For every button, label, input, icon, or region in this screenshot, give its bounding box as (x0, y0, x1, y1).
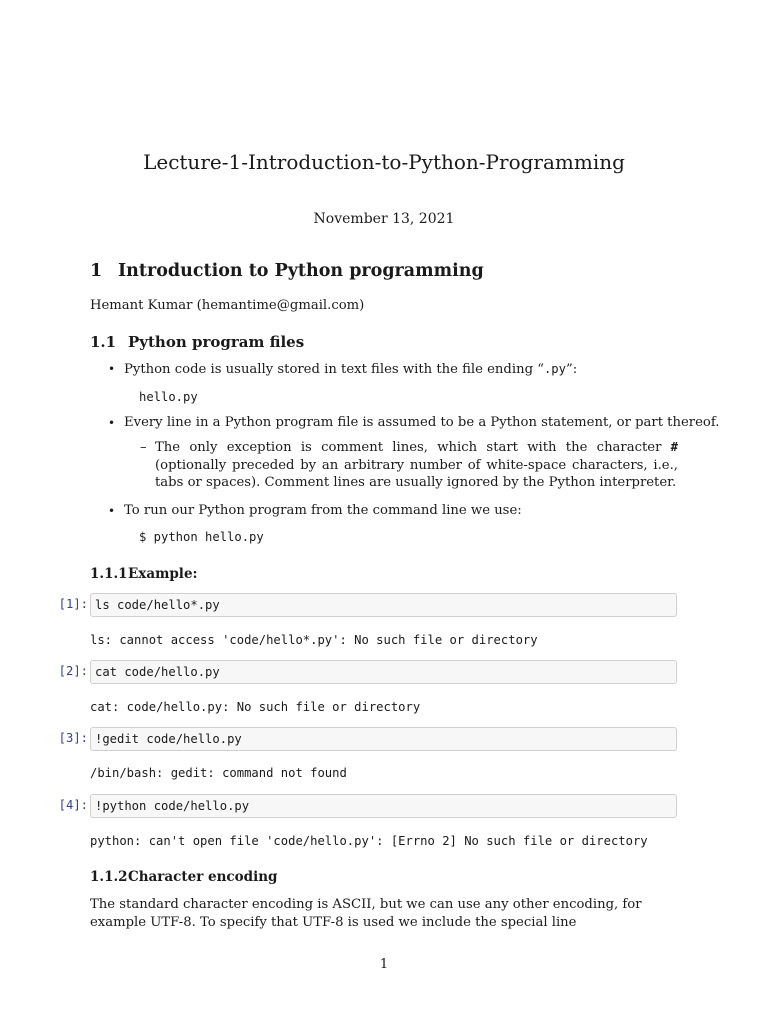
sub-bullet-dash: – (140, 440, 147, 455)
bullet-text-1-after: ”: (565, 362, 578, 377)
code-cell[interactable] (90, 794, 677, 818)
section-title: Introduction to Python programming (118, 261, 484, 281)
bullet-marker: • (108, 504, 116, 518)
subsubsection-title: Example: (128, 566, 198, 582)
subsubsection-heading (90, 566, 198, 582)
section-number: 1 (90, 261, 103, 281)
bullet-marker: • (108, 362, 116, 376)
cell-output: /bin/bash: gedit: command not found (90, 766, 347, 780)
subsubsection-title: Character encoding (128, 869, 278, 885)
cell-output: ls: cannot access 'code/hello*.py': No such file or directory (90, 633, 538, 647)
code-example-run: $ python hello.py (139, 530, 264, 544)
sub-bullet-text-before: The only exception is comment lines, which start with the character (155, 440, 671, 455)
bullet-text-2: Every line in a Python program file is assumed to be a Python statement, or part thereof. (124, 415, 720, 430)
cell-prompt: [1]: (58, 597, 88, 611)
sub-bullet-text (155, 439, 678, 492)
subsection-number: 1.1 (90, 333, 117, 351)
cell-prompt: [2]: (58, 664, 88, 678)
bullet-marker: • (108, 416, 116, 430)
subsubsection-heading (90, 869, 277, 885)
bullet-text-1 (124, 361, 577, 379)
section-heading (90, 261, 484, 281)
code-cell-input: !python code/hello.py (95, 799, 250, 813)
subsection-title: Python program files (128, 333, 305, 351)
cell-prompt: [4]: (58, 798, 88, 812)
page-number: 1 (379, 957, 389, 972)
subsubsection-number: 1.1.2 (90, 869, 128, 885)
subsection-heading (90, 333, 304, 351)
sub-bullet-text-after: (optionally preceded by an arbitrary number of white-space characters, i.e., tabs or spaces). Comment lines are usually ignored by the Python interpreter. (155, 457, 678, 490)
paragraph-encoding: The standard character encoding is ASCII, but we can use any other encoding, for example UTF-8. To specify that UTF-8 is used we include the special line (90, 897, 642, 930)
bullet-text-3: To run our Python program from the command line we use: (124, 503, 522, 518)
code-cell-input: !gedit code/hello.py (95, 732, 242, 746)
code-cell[interactable] (90, 593, 677, 617)
code-cell[interactable] (90, 727, 677, 751)
code-cell[interactable] (90, 660, 677, 684)
code-example-hello: hello.py (139, 390, 198, 404)
inline-code-py: .py (543, 362, 566, 376)
author-line: Hemant Kumar (hemantime@gmail.com) (90, 298, 365, 313)
subsubsection-number: 1.1.1 (90, 566, 128, 582)
bullet-text-1-before: Python code is usually stored in text files with the file ending “ (124, 362, 544, 377)
cell-output: cat: code/hello.py: No such file or directory (90, 700, 421, 714)
inline-code-hash: # (670, 440, 678, 454)
cell-prompt: [3]: (58, 731, 88, 745)
code-cell-input: ls code/hello*.py (95, 598, 220, 612)
document-date: November 13, 2021 (313, 211, 455, 227)
document-title: Lecture-1-Introduction-to-Python-Programming (143, 150, 625, 174)
cell-output: python: can't open file 'code/hello.py': [Errno 2] No such file or directory (90, 834, 648, 848)
code-cell-input: cat code/hello.py (95, 665, 220, 679)
